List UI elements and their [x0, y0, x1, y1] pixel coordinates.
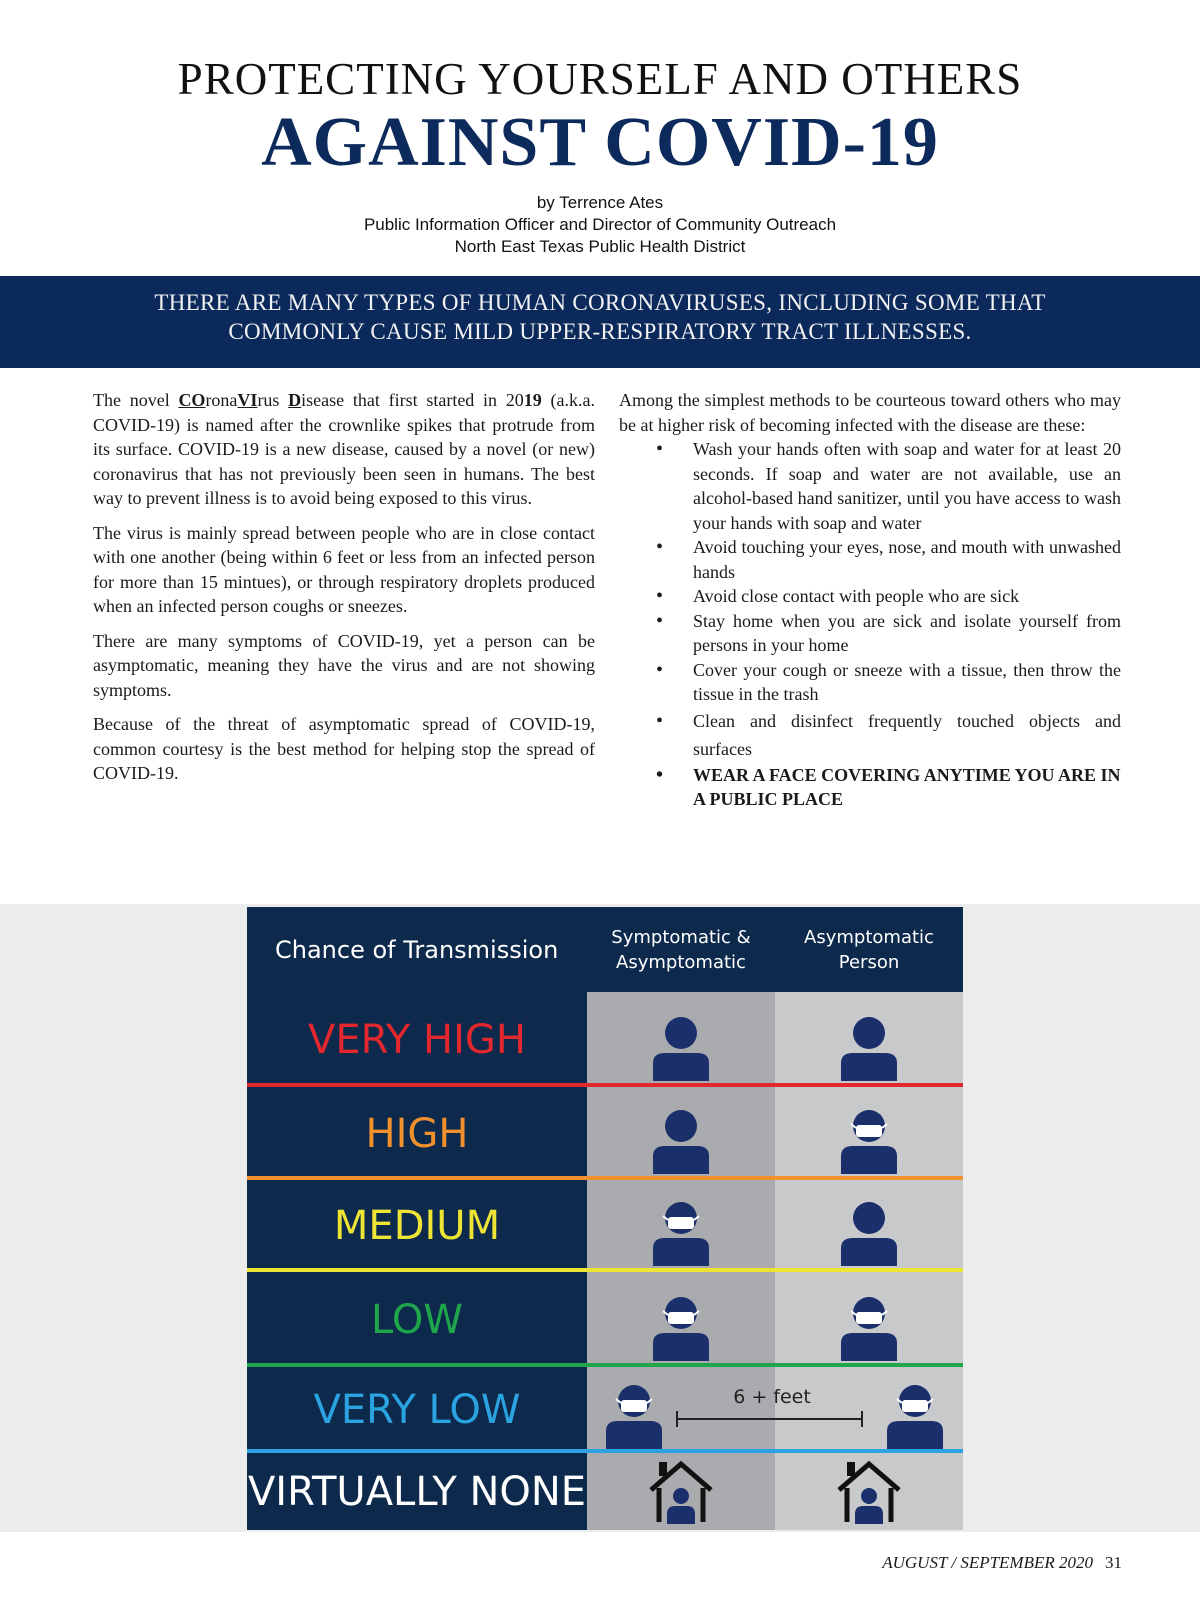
- masked-person-icon: [602, 1383, 666, 1449]
- acronym-vi: VI: [237, 390, 258, 410]
- risk-level-label: LOW: [371, 1296, 463, 1343]
- byline: [0, 192, 1200, 258]
- risk-level-label: VERY LOW: [313, 1387, 521, 1433]
- banner-line-2: COMMONLY CAUSE MILD UPPER-RESPIRATORY TRACT ILLNESSES.: [228, 319, 972, 344]
- paragraph-courtesy: Because of the threat of asymptomatic spread of COVID-19, common courtesy is the best method for helping stop the spread of COVID-19.: [93, 714, 595, 783]
- issue-date: AUGUST / SEPTEMBER 2020: [882, 1553, 1093, 1572]
- list-item-emphasis: • WEAR A FACE COVERING ANYTIME YOU ARE IN A PUBLIC PLACE: [619, 763, 1121, 812]
- page-footer: [882, 1553, 1122, 1573]
- infographic-header: [247, 907, 963, 992]
- person-icon: [837, 1200, 901, 1266]
- masked-person-icon: [649, 1200, 713, 1266]
- acronym-d: D: [288, 390, 302, 410]
- distance-label: 6 + feet: [733, 1386, 811, 1408]
- column-header-line: Asymptomatic: [804, 926, 934, 948]
- text-run: rus: [257, 390, 289, 410]
- byline-author: by Terrence Ates: [536, 193, 664, 212]
- byline-role: Public Information Officer and Director of Community Outreach: [363, 215, 837, 234]
- masked-person-icon: [883, 1383, 947, 1449]
- pull-quote-banner: [0, 276, 1200, 368]
- home-icon: [837, 1458, 901, 1524]
- paragraph-spread: The virus is mainly spread between people who are in close contact with one another (being within 6 feet or less from an infected person for more than 15 mintues), or through respiratory droplets produced when an infected person coughs or sneezes.: [93, 522, 595, 616]
- transmission-infographic: [247, 907, 963, 1530]
- risk-row: [247, 1453, 963, 1530]
- text-run: The novel: [93, 390, 179, 410]
- person-icon: [837, 1015, 901, 1081]
- list-item: • Stay home when you are sick and isolate yourself from persons in your home: [619, 609, 1121, 658]
- list-item: • Avoid close contact with people who are sick: [619, 584, 1121, 609]
- masked-person-icon: [837, 1295, 901, 1361]
- banner-line-1: THERE ARE MANY TYPES OF HUMAN CORONAVIRUSES, INCLUDING SOME THAT: [154, 290, 1046, 315]
- title-line-2: AGAINST COVID-19: [261, 104, 939, 181]
- risk-level-label: VIRTUALLY NONE: [247, 1468, 587, 1515]
- column-header-line: Person: [838, 951, 900, 973]
- column-header-asymptomatic: [775, 925, 963, 975]
- risk-row: [247, 1087, 963, 1180]
- text-run: rona: [205, 390, 238, 410]
- acronym-co: CO: [178, 390, 206, 410]
- tips-intro: Among the simplest methods to be courteous toward others who may be at higher risk of becoming infected with the disease are these:: [619, 390, 1121, 435]
- column-header-symptomatic: [587, 925, 775, 975]
- acronym-19: 19: [523, 390, 542, 410]
- article-header: [0, 0, 1200, 258]
- infographic-title: Chance of Transmission: [275, 935, 559, 964]
- masked-person-icon: [649, 1295, 713, 1361]
- home-icon: [649, 1458, 713, 1524]
- risk-level-label: MEDIUM: [333, 1203, 501, 1249]
- risk-row: [247, 1180, 963, 1272]
- paragraph-symptoms: There are many symptoms of COVID-19, yet a person can be asymptomatic, meaning they have the virus and are not showing symptoms.: [93, 630, 595, 700]
- risk-level-label: VERY HIGH: [308, 1016, 526, 1063]
- right-column: [619, 388, 1121, 812]
- text-run: (a.k.a. COVID-19) is named after the crownlike spikes that protrude from its surface. COVID-19 is a new disease, caused by a novel (or new) coronavirus that has not previously been seen in humans. The best way to prevent illness is to avoid being exposed to this virus.: [93, 390, 595, 508]
- column-header-line: Symptomatic &: [611, 926, 751, 948]
- title-line-1: PROTECTING YOURSELF AND OTHERS: [177, 54, 1023, 104]
- left-column: [93, 388, 595, 812]
- risk-row: [247, 992, 963, 1087]
- list-item: • Cover your cough or sneeze with a tissue, then throw the tissue in the trash: [619, 658, 1121, 707]
- page-number: 31: [1105, 1553, 1122, 1572]
- person-icon: [649, 1108, 713, 1174]
- list-item: • Wash your hands often with soap and water for at least 20 seconds. If soap and water are not available, use an alcohol-based hand sanitizer, until you have access to wash your hands with soap and water: [619, 437, 1121, 535]
- risk-row: [247, 1367, 963, 1453]
- person-icon: [649, 1015, 713, 1081]
- column-header-line: Asymptomatic: [616, 951, 746, 973]
- paragraph-intro: [93, 388, 595, 511]
- list-item: • Avoid touching your eyes, nose, and mouth with unwashed hands: [619, 535, 1121, 584]
- article-body: [93, 388, 1121, 812]
- risk-row: [247, 1272, 963, 1367]
- distance-indicator: [672, 1381, 872, 1431]
- tips-list: [619, 437, 1121, 812]
- risk-level-label: HIGH: [365, 1110, 469, 1157]
- masked-person-icon: [837, 1108, 901, 1174]
- byline-org: North East Texas Public Health District: [454, 237, 746, 256]
- text-run: isease that first started in 20: [301, 390, 524, 410]
- list-item: • Clean and disinfect frequently touched objects and surfaces: [619, 707, 1121, 763]
